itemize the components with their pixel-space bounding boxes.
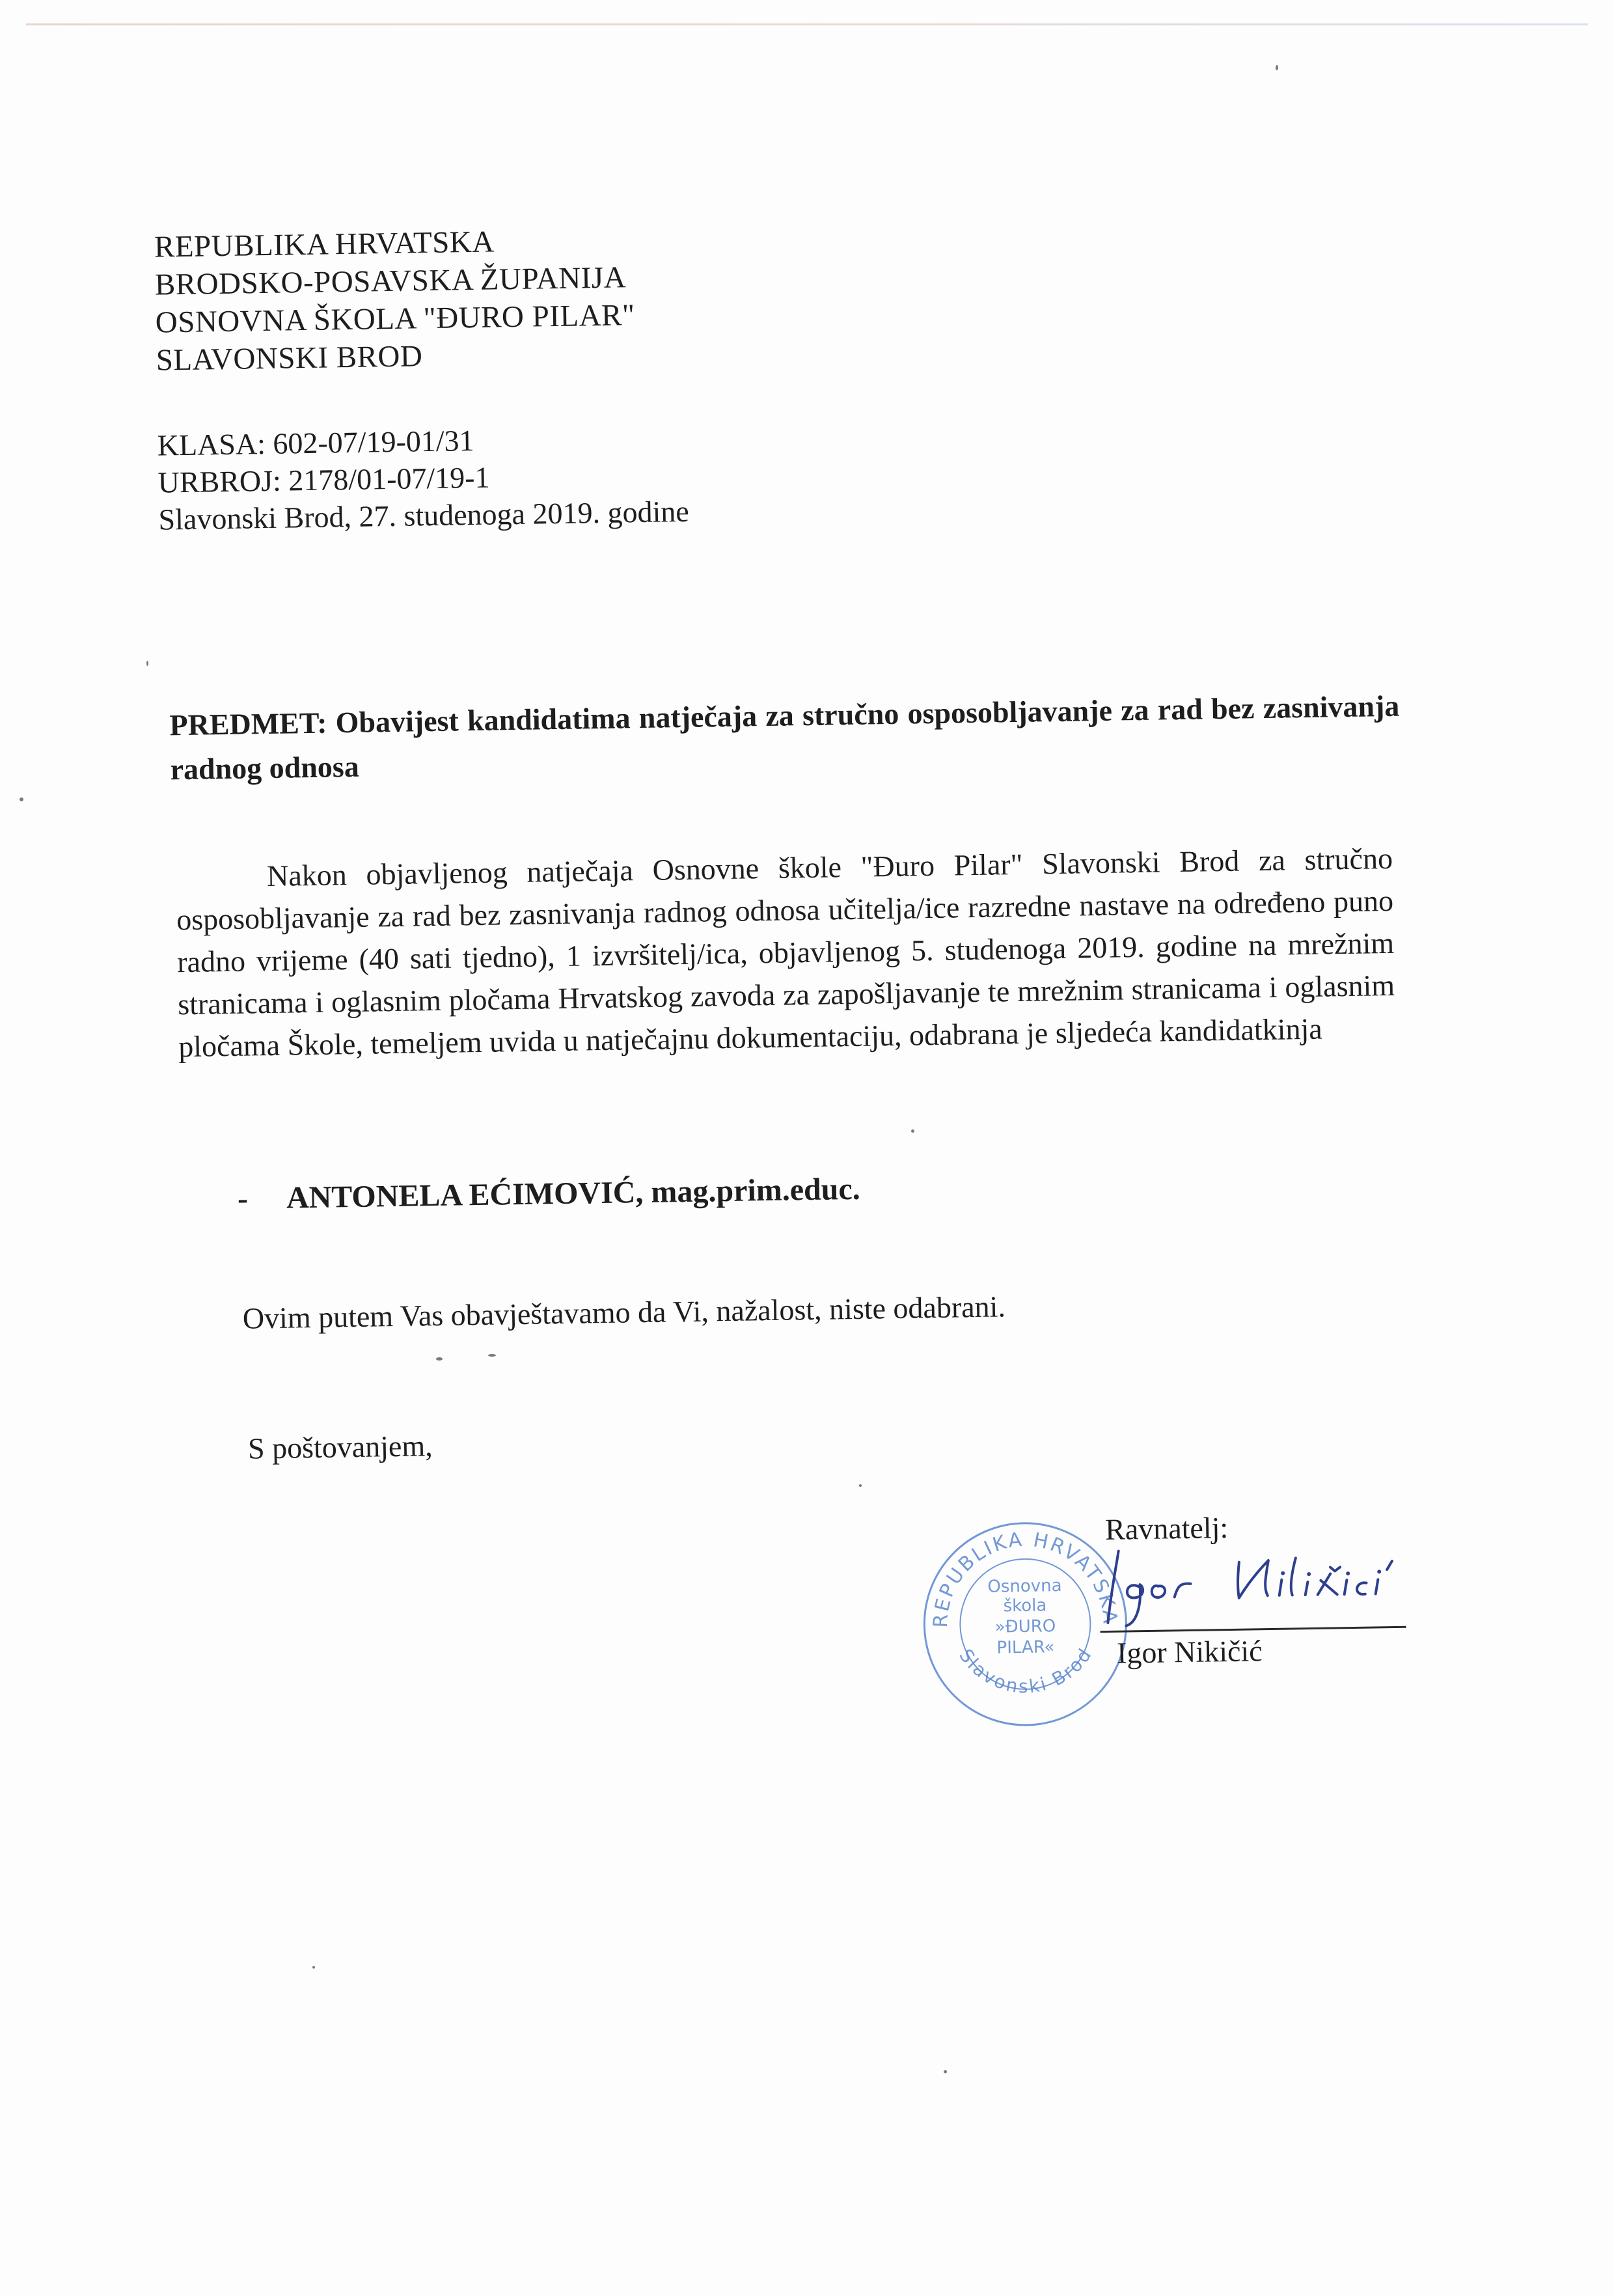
stamp-outer-text: REPUBLIKA HRVATSKA <box>929 1528 1121 1629</box>
body-paragraph <box>176 837 1396 1068</box>
body-text: Nakon objavljenog natječaja Osnovne škole "Đuro Pilar" Slavonski Brod za stručno osposobljavanje za rad bez zasnivanja radnog odnosa učitelja/ice razredne nastave na određeno puno radno vrijeme (40 sati tjedno), 1 izvršitelj/ica, objavljenog 5. studenoga 2019. godine na mrežnim stranicama i oglasnim pločama Hrvatskog zavoda za zapošljavanje te mrežnim stranicama i oglasnim pločama Škole, temeljem uvida u natječajnu dokumentaciju, odabrana je sljedeća kandidatkinja <box>176 841 1395 1064</box>
handwritten-signature <box>1092 1520 1419 1629</box>
stamp-inner-line: PILAR« <box>996 1637 1055 1658</box>
letterhead-line: OSNOVNA ŠKOLA "ĐURO PILAR" <box>155 298 636 340</box>
letterhead-line: REPUBLIKA HRVATSKA <box>154 225 495 264</box>
letterhead <box>154 221 636 380</box>
signatory-name: Igor Nikičić <box>1116 1634 1263 1670</box>
scan-speck <box>436 1357 443 1361</box>
scan-speck <box>859 1484 862 1487</box>
selected-candidate <box>238 1171 861 1217</box>
scan-speck <box>312 1966 315 1969</box>
closing-salutation: S poštovanjem, <box>247 1429 433 1465</box>
klasa-number: KLASA: 602-07/19-01/31 <box>157 423 474 462</box>
rejection-notice: Ovim putem Vas obavještavamo da Vi, nažalost, niste odabrani. <box>242 1290 1006 1335</box>
stamp-inner-line: Osnovna <box>987 1576 1062 1597</box>
letterhead-line: BRODSKO-POSAVSKA ŽUPANIJA <box>154 260 627 302</box>
scan-speck <box>944 2070 947 2073</box>
stamp-bottom-text: Slavonski Brod <box>955 1643 1097 1698</box>
stamp-inner-line: škola <box>1003 1596 1047 1616</box>
signatory-title: Ravnatelj: <box>1104 1510 1229 1546</box>
scan-speck <box>1276 65 1278 70</box>
stamp-inner-line: »ĐURO <box>994 1616 1056 1637</box>
urbroj-number: URBROJ: 2178/01-07/19-1 <box>157 460 490 499</box>
scan-speck <box>488 1354 496 1357</box>
letterhead-line: SLAVONSKI BROD <box>156 339 423 378</box>
bullet-dash: - <box>237 1181 249 1216</box>
place-date: Slavonski Brod, 27. studenoga 2019. godine <box>158 494 690 536</box>
scan-speck <box>911 1129 914 1133</box>
subject-line: PREDMET: Obavijest kandidatima natječaja za stručno osposobljavanje za rad bez zasnivanja radnog odnosa <box>169 689 1400 786</box>
candidate-name: ANTONELA EĆIMOVIĆ, mag.prim.educ. <box>286 1171 861 1215</box>
scan-speck <box>146 661 148 666</box>
scan-speck <box>20 797 23 801</box>
reference-block <box>157 419 689 538</box>
